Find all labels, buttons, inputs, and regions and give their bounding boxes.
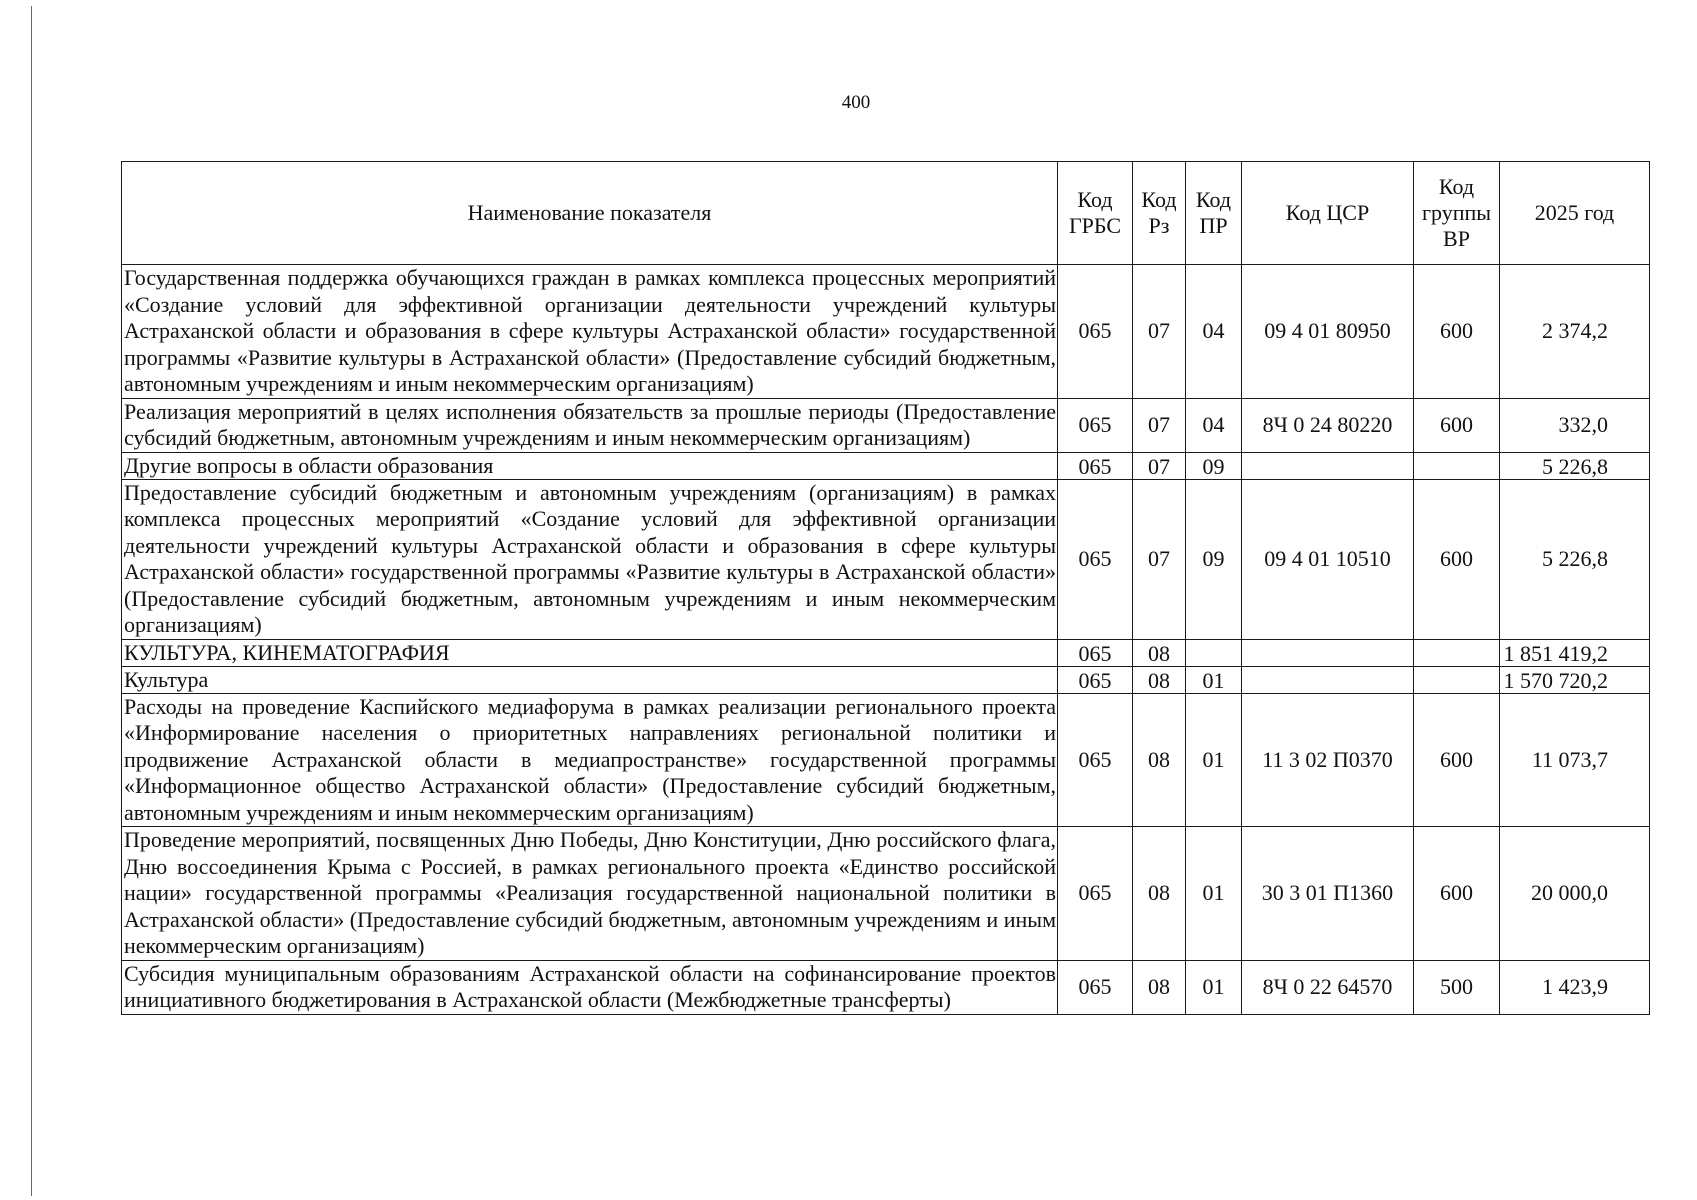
row-pr: 04 xyxy=(1186,265,1242,399)
row-amount: 20 000,0 xyxy=(1500,827,1650,961)
table-row xyxy=(122,666,1650,693)
table-row xyxy=(122,265,1650,399)
row-csr: 09 4 01 80950 xyxy=(1242,265,1414,399)
row-vr: 600 xyxy=(1414,827,1500,961)
row-grbs: 065 xyxy=(1058,693,1133,827)
table-row xyxy=(122,479,1650,639)
row-name: Государственная поддержка обучающихся граждан в рамках комплекса процессных мероприятий «Создание условий для эффективной организации деятельности учреждений культуры Астраханской области и образования в сфере культуры Астраханской области» государственной программы «Развитие культуры в Астраханской области» (Предоставление субсидий бюджетным, автономным учреждениям и иным некоммерческим организациям) xyxy=(122,265,1058,399)
row-grbs: 065 xyxy=(1058,827,1133,961)
row-csr xyxy=(1242,452,1414,479)
row-amount: 1 423,9 xyxy=(1500,960,1650,1014)
row-name: Реализация мероприятий в целях исполнения обязательств за прошлые периоды (Предоставление субсидий бюджетным, автономным учреждениям и иным некоммерческим организациям) xyxy=(122,398,1058,452)
row-vr: 600 xyxy=(1414,479,1500,639)
row-name: КУЛЬТУРА, КИНЕМАТОГРАФИЯ xyxy=(122,639,1058,666)
row-amount: 1 851 419,2 xyxy=(1500,639,1650,666)
row-name: Предоставление субсидий бюджетным и автономным учреждениям (организациям) в рамках комплекса процессных мероприятий «Создание условий для эффективной организации деятельности учреждений культуры Астраханской области и образования в сфере культуры Астраханской области» государственной программы «Развитие культуры в Астраханской области» (Предоставление субсидий бюджетным, автономным учреждениям и иным некоммерческим организациям) xyxy=(122,479,1058,639)
header-grbs: Код ГРБС xyxy=(1058,162,1133,265)
row-amount: 5 226,8 xyxy=(1500,479,1650,639)
row-vr: 500 xyxy=(1414,960,1500,1014)
row-vr xyxy=(1414,639,1500,666)
row-csr: 30 3 01 П1360 xyxy=(1242,827,1414,961)
row-rz: 07 xyxy=(1133,265,1186,399)
row-rz: 08 xyxy=(1133,639,1186,666)
row-csr xyxy=(1242,666,1414,693)
budget-table xyxy=(121,161,1650,1015)
row-grbs: 065 xyxy=(1058,398,1133,452)
row-rz: 08 xyxy=(1133,960,1186,1014)
row-vr: 600 xyxy=(1414,693,1500,827)
row-csr xyxy=(1242,639,1414,666)
row-amount: 332,0 xyxy=(1500,398,1650,452)
row-amount: 1 570 720,2 xyxy=(1500,666,1650,693)
row-grbs: 065 xyxy=(1058,666,1133,693)
table-row xyxy=(122,960,1650,1014)
page-margin-line xyxy=(31,6,32,1196)
row-pr: 09 xyxy=(1186,452,1242,479)
row-pr: 01 xyxy=(1186,960,1242,1014)
row-name: Расходы на проведение Каспийского медиафорума в рамках реализации регионального проекта «Информирование населения о приоритетных направлениях региональной политики и продвижение Астраханской области в медиапространстве» государственной программы «Информационное общество Астраханской области» (Предоставление субсидий бюджетным, автономным учреждениям и иным некоммерческим организациям) xyxy=(122,693,1058,827)
header-rz: Код Рз xyxy=(1133,162,1186,265)
header-vr: Код группы ВР xyxy=(1414,162,1500,265)
header-year: 2025 год xyxy=(1500,162,1650,265)
row-grbs: 065 xyxy=(1058,265,1133,399)
table-row xyxy=(122,827,1650,961)
row-rz: 08 xyxy=(1133,827,1186,961)
row-rz: 07 xyxy=(1133,452,1186,479)
row-grbs: 065 xyxy=(1058,639,1133,666)
row-vr xyxy=(1414,666,1500,693)
row-rz: 08 xyxy=(1133,693,1186,827)
row-vr: 600 xyxy=(1414,398,1500,452)
row-pr: 01 xyxy=(1186,666,1242,693)
row-vr xyxy=(1414,452,1500,479)
header-name: Наименование показателя xyxy=(122,162,1058,265)
row-name: Субсидия муниципальным образованиям Астраханской области на софинансирование проектов инициативного бюджетирования в Астраханской области (Межбюджетные трансферты) xyxy=(122,960,1058,1014)
row-pr: 01 xyxy=(1186,827,1242,961)
page-number: 400 xyxy=(841,92,871,113)
row-rz: 08 xyxy=(1133,666,1186,693)
row-pr: 01 xyxy=(1186,693,1242,827)
table-row xyxy=(122,639,1650,666)
row-amount: 5 226,8 xyxy=(1500,452,1650,479)
header-csr: Код ЦСР xyxy=(1242,162,1414,265)
row-pr: 09 xyxy=(1186,479,1242,639)
row-grbs: 065 xyxy=(1058,479,1133,639)
row-grbs: 065 xyxy=(1058,452,1133,479)
header-pr: Код ПР xyxy=(1186,162,1242,265)
row-pr: 04 xyxy=(1186,398,1242,452)
row-grbs: 065 xyxy=(1058,960,1133,1014)
table-header-row xyxy=(122,162,1650,265)
row-csr: 8Ч 0 24 80220 xyxy=(1242,398,1414,452)
row-name: Другие вопросы в области образования xyxy=(122,452,1058,479)
table-row xyxy=(122,693,1650,827)
row-vr: 600 xyxy=(1414,265,1500,399)
row-pr xyxy=(1186,639,1242,666)
row-amount: 11 073,7 xyxy=(1500,693,1650,827)
row-csr: 11 3 02 П0370 xyxy=(1242,693,1414,827)
row-csr: 8Ч 0 22 64570 xyxy=(1242,960,1414,1014)
row-amount: 2 374,2 xyxy=(1500,265,1650,399)
table-row xyxy=(122,452,1650,479)
row-csr: 09 4 01 10510 xyxy=(1242,479,1414,639)
row-rz: 07 xyxy=(1133,479,1186,639)
table-row xyxy=(122,398,1650,452)
row-rz: 07 xyxy=(1133,398,1186,452)
row-name: Культура xyxy=(122,666,1058,693)
row-name: Проведение мероприятий, посвященных Дню Победы, Дню Конституции, Дню российского флага, Дню воссоединения Крыма с Россией, в рамках регионального проекта «Единство российской нации» государственной программы «Реализация государственной национальной политики в Астраханской области» (Предоставление субсидий бюджетным, автономным учреждениям и иным некоммерческим организациям) xyxy=(122,827,1058,961)
